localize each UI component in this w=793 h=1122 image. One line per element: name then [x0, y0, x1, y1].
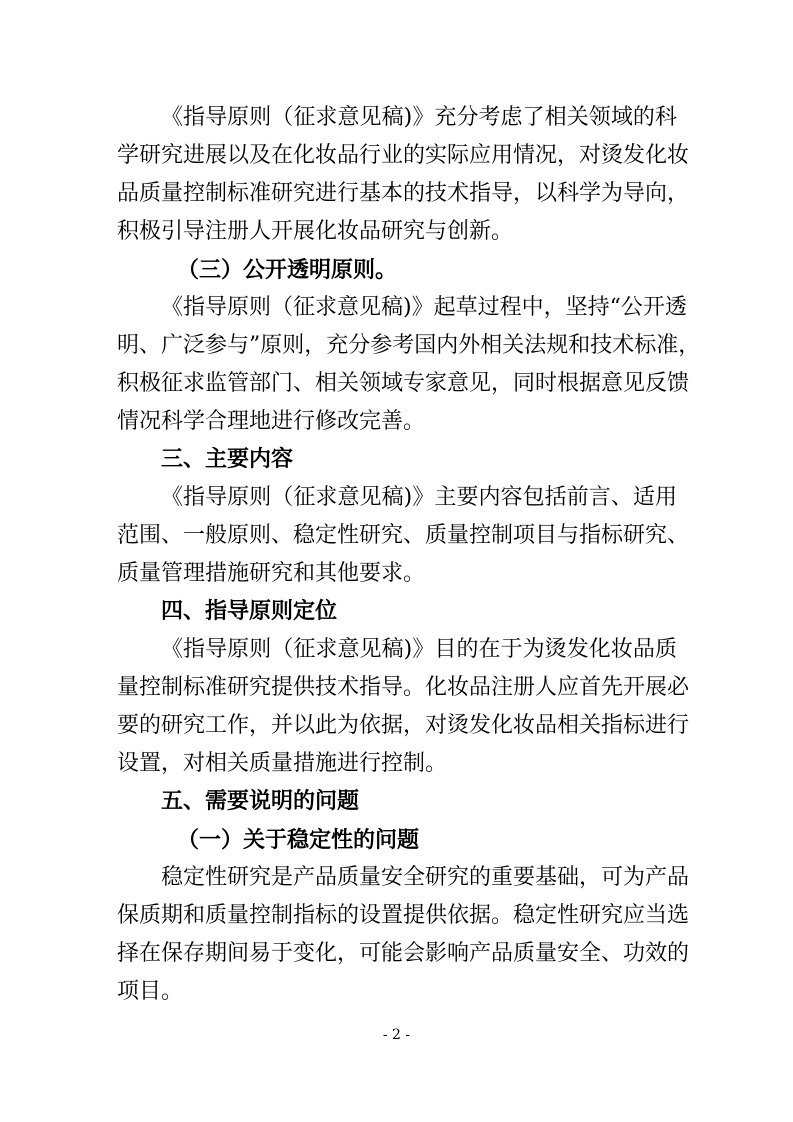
- paragraph-2-line-1: 《指导原则（征求意见稿)》起草过程中，坚持“公开透: [161, 295, 687, 320]
- paragraph-5-line-2: 保质期和质量控制指标的设置提供依据。稳定性研究应当选: [117, 903, 690, 928]
- section-heading-issues: 五、需要说明的问题: [161, 789, 360, 814]
- paragraph-4-line-2: 量控制标准研究提供技术指导。化妆品注册人应首先开展必: [117, 675, 690, 700]
- section-heading-open-transparent: （三）公开透明原则。: [177, 257, 398, 283]
- paragraph-5-line-4: 项目。: [117, 979, 184, 1004]
- paragraph-4-line-3: 要的研究工作，并以此为依据，对烫发化妆品相关指标进行: [117, 713, 690, 738]
- paragraph-4-line-4: 设置，对相关质量措施进行控制。: [117, 751, 448, 776]
- paragraph-1-line-3: 品质量控制标准研究进行基本的技术指导，以科学为导向，: [117, 181, 690, 206]
- paragraph-1-line-4: 积极引导注册人开展化妆品研究与创新。: [117, 219, 514, 244]
- paragraph-4-line-1: 《指导原则（征求意见稿)》目的在于为烫发化妆品质: [161, 637, 677, 662]
- paragraph-5-line-3: 择在保存期间易于变化，可能会影响产品质量安全、功效的: [117, 941, 690, 966]
- paragraph-3-line-1: 《指导原则（征求意见稿)》主要内容包括前言、适用: [161, 485, 677, 510]
- page-number: - 2 -: [382, 1027, 411, 1043]
- paragraph-2-line-3: 积极征求监管部门、相关领域专家意见，同时根据意见反馈: [117, 371, 690, 396]
- paragraph-5-line-1: 稳定性研究是产品质量安全研究的重要基础，可为产品: [161, 865, 690, 890]
- paragraph-1-line-1: 《指导原则（征求意见稿)》充分考虑了相关领域的科: [161, 105, 677, 130]
- section-heading-stability: （一）关于稳定性的问题: [177, 827, 420, 853]
- paragraph-1-line-2: 学研究进展以及在化妆品行业的实际应用情况，对烫发化妆: [117, 143, 690, 168]
- paragraph-2-line-4: 情况科学合理地进行修改完善。: [117, 409, 426, 434]
- paragraph-3-line-3: 质量管理措施研究和其他要求。: [117, 561, 426, 586]
- section-heading-positioning: 四、指导原则定位: [161, 599, 338, 624]
- paragraph-2-line-2: 明、广泛参与”原则，充分参考国内外相关法规和技术标准，: [117, 333, 701, 358]
- section-heading-main-content: 三、主要内容: [161, 447, 294, 472]
- paragraph-3-line-2: 范围、一般原则、稳定性研究、质量控制项目与指标研究、: [117, 523, 690, 548]
